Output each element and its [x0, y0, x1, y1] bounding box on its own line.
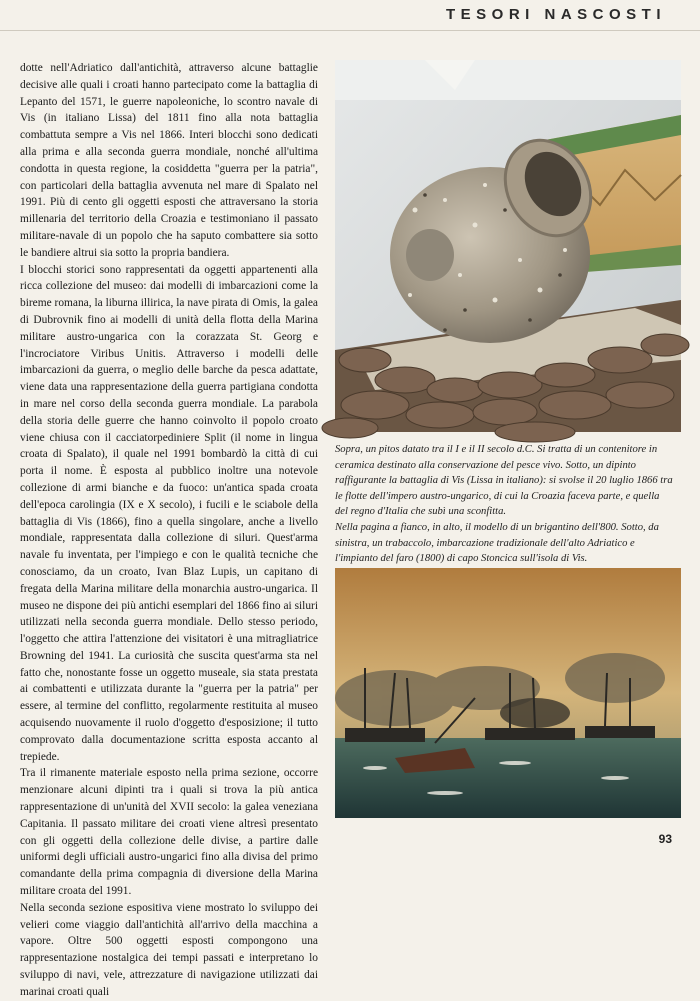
running-header: TESORI NASCOSTI: [445, 6, 666, 23]
header-divider: [0, 30, 700, 31]
pitos-photo: [335, 60, 681, 432]
caption-text: Sopra, un pitos datato tra il I e il II secolo d.C. Si tratta di un contenitore in ceramica destinato alla conservazione del pesce vivo. Sotto, un dipinto raffigurante la battaglia di Vis (Lissa in italiano): si svolse il 20 luglio 1866 tra le flotte dell'impero austro-ungarico, di cui la Croazia faceva parte, e quella del regno d'Italia che subì una sconfitta.: [335, 444, 673, 518]
paragraph: I blocchi storici sono rappresentati da oggetti appartenenti alla ricca collezione del museo: dai modelli di imbarcazioni come la bireme romana, la liburna illirica, la nave pirata di Omis, la galea di Dubrovnik fino ai modelli di unità della flotta della Marina militare austro-ungarica con la corazzata St. Georg e l'incrociatore Viribus Unitis. Attraverso i modelli delle imbarcazioni da guerra, o meglio delle barche da pesca adattate, viene data una rappresentazione della guerra partigiana condotta in mare nel corso della seconda guerra mondiale. La parabola della storia delle guerre che hanno coinvolto il popolo croato viene chiusa con il cacciatorpediniere Split (il nome in lingua croata di Spalato), il quale nel 1991 bombardò la città di cui porta il nome. È esposta al pubblico inoltre una notevole collezione di armi bianche e da fuoco: un'antica spada croata dell'epoca carolingia (IX e X secolo), i fucili e le sciabole della battaglia di Vis (1866), fino a quella singolare, anche a livello mondiale, rappresentata dalla collezione di siluri. Quest'arma navale fu inventata, per l'impiego e con le qualità tecniche che conosciamo, da un croato, Ivan Blaz Lupis, un capitano di fregata della Marina militare della monarchia austro-ungarica. Il museo ne dispone dei più antichi esemplari del 1866 fino ai siluri utilizzati nella seconda guerra mondiale. Dello stesso periodo, l'oggetto che attira l'attenzione dei visitatori è una mitragliatrice Browning del 1941. La curiosità che suscita quest'arma sta nel fatto che, nonostante fosse un oggetto museale, sia stata prestata ai combattenti e utilizzata durante la "guerra per la patria" per essere, al termine del conflitto, regolarmente restituita al museo acquisendo nuovamente il ruolo d'oggetto d'esposizione; il tutto comprovato dalla documentazione scritta esposta accanto al trepiede.: [20, 263, 318, 763]
caption-text: Nella pagina a fianco, in alto, il modello di un brigantino dell'800. Sotto, da sinistra, un trabaccolo, imbarcazione tradizionale dell'alto Adriatico e l'impianto del faro (1800) di capo Stoncica sull'isola di Vis.: [335, 521, 659, 565]
page-number: 93: [658, 832, 672, 846]
battle-painting: [335, 568, 681, 818]
figure-caption: [335, 442, 675, 567]
article-body: [20, 60, 318, 998]
paragraph: dotte nell'Adriatico dall'antichità, attraverso alcune battaglie decisive alle quali i croati hanno partecipato come la battaglia di Lepanto del 1571, le guerre napoleoniche, lo scontro navale di Vis (in italiano Lissa) del 1811 fino alla nota battaglia combattuta sempre a Vis nel 1866. Interi blocchi sono dedicati alla prima e alla seconda guerra mondiale, nonché all'ultima condotta in questa regione, la cosiddetta "guerra per la patria", con particolari della battaglia avvenuta nel mare di Spalato nel 1991. Più di cento gli oggetti esposti che attraversano la storia millenaria del territorio della Croazia e testimoniano il passato militare-navale di un popolo che ha saputo combattere sia sotto le bandiere altrui sia sotto la propria bandiera.: [20, 62, 318, 259]
paragraph: Nella seconda sezione espositiva viene mostrato lo sviluppo dei velieri come viaggio dall'antichità all'arrivo della macchina a vapore. Oltre 500 oggetti esposti compongono una rappresentazione nostalgica dei tempi passati e interpretano lo sviluppo di navi, vele, attrezzature di navigazione utilizzati dai marinai croati quali: [20, 901, 318, 998]
paragraph: Tra il rimanente materiale esposto nella prima sezione, occorre menzionare alcuni dipinti tra i quali si trova la più antica rappresentazione di un'unità del XVII secolo: la galea veneziana Capitania. Il passato militare dei croati viene altresì presentato con gli oggetti della collezione delle divise, a partire dalle uniformi degli ufficiali austro-ungarici fino alla divisa del primo comandante della prima compagnia di diversione della Marina militare croata del 1991.: [20, 767, 318, 898]
